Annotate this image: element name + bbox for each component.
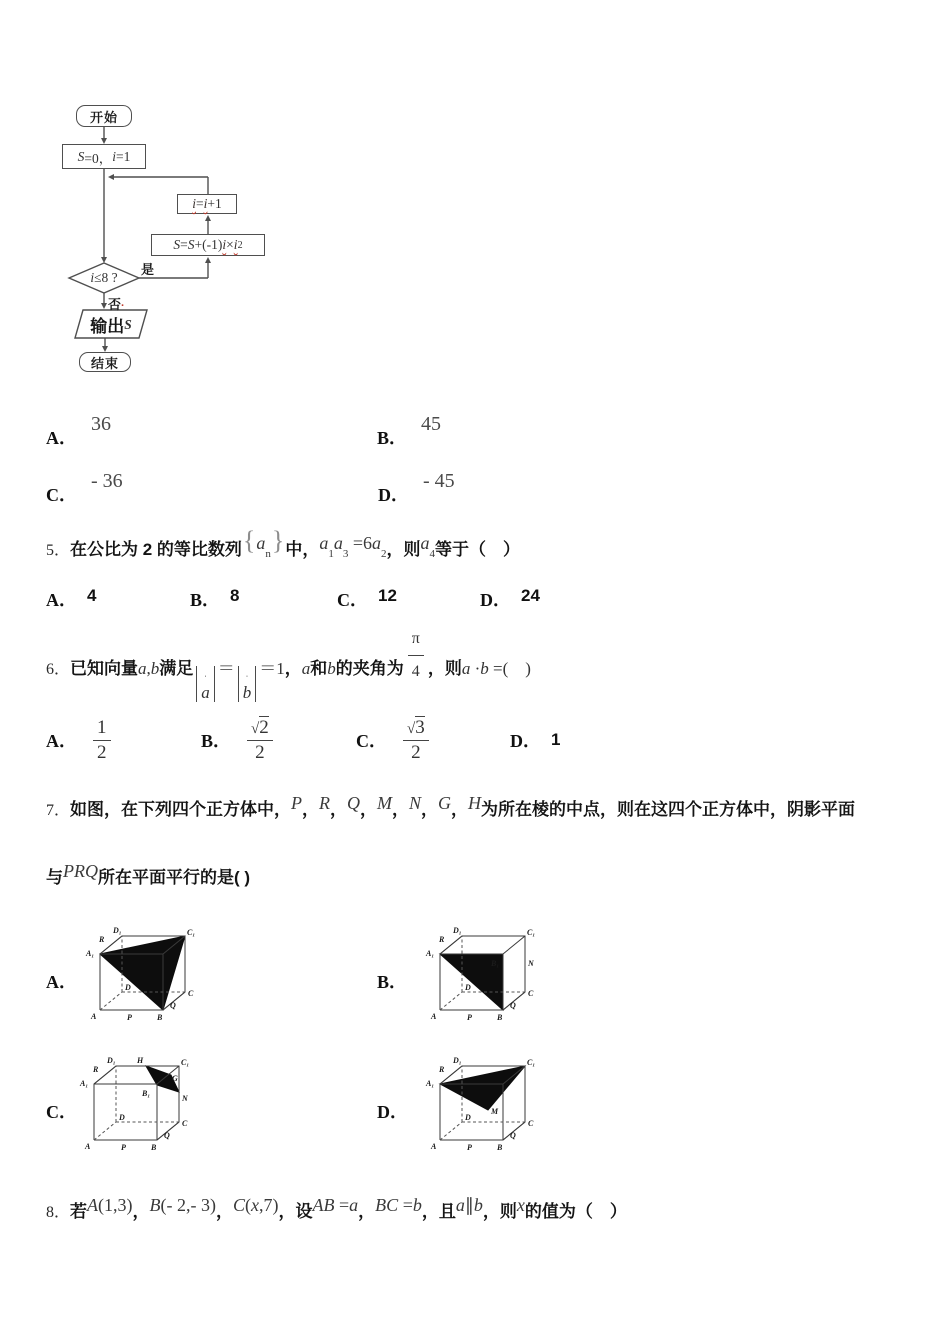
option-letter: B．: [377, 972, 408, 992]
vertex-label: B₁: [142, 1089, 151, 1098]
vertex-label: R: [439, 935, 445, 944]
red-dot-mark: ·: [121, 300, 125, 312]
vertex-label: D₁: [113, 926, 122, 935]
vertex-label: M: [491, 1107, 499, 1116]
vertex-label: C₁: [527, 928, 536, 937]
option-value: 4: [87, 586, 97, 605]
vertex-label: D₁: [453, 926, 462, 935]
q6-option-d: [510, 712, 560, 768]
option-letter: B．: [377, 428, 408, 448]
q6-option-b: [201, 712, 277, 768]
option-value: - 45: [423, 470, 455, 492]
option-letter: B．: [201, 731, 232, 751]
option-letter: D．: [378, 485, 409, 505]
vertex-label: D: [465, 983, 471, 992]
vertex-label: R: [439, 1065, 445, 1074]
q5-option-c: [337, 586, 397, 612]
q7-option-a-label: [46, 968, 77, 994]
vertex-label: N: [528, 959, 534, 968]
vertex-label: C: [182, 1119, 188, 1128]
vertex-label: B: [157, 1013, 163, 1022]
cube-figure-a: [84, 924, 206, 1022]
option-letter: C．: [46, 485, 77, 505]
vertex-label: Q: [164, 1131, 170, 1140]
q7-option-d-label: [377, 1098, 408, 1124]
algorithm-flowchart: [58, 100, 273, 378]
q5-option-d: [480, 586, 540, 612]
vertex-label: G: [172, 1074, 178, 1083]
vertex-label: Q: [170, 1001, 176, 1010]
option-letter: A．: [46, 731, 77, 751]
flowchart-yes-label: 是: [141, 262, 155, 277]
flowchart-end-node: 结束: [79, 352, 131, 372]
vertex-label: A: [91, 1012, 97, 1021]
cube-figure-d: [424, 1054, 546, 1152]
vertex-label: P: [127, 1013, 132, 1022]
option-value: 12: [378, 586, 397, 605]
q4-option-d: [378, 470, 455, 507]
vertex-label: C₁: [187, 928, 196, 937]
vertex-label: D₁: [453, 1056, 462, 1065]
option-value: 45: [421, 413, 442, 435]
option-letter: D．: [377, 1102, 408, 1122]
option-value: 1: [551, 730, 561, 749]
option-value: 36: [91, 413, 111, 435]
vertex-label: B: [151, 1143, 157, 1152]
flowchart-condition-text: i ≤8 ?: [90, 270, 118, 285]
flowchart-increment-node: i = i +1: [177, 194, 237, 214]
flowchart-no-label: 否·: [108, 297, 125, 312]
option-letter: A．: [46, 590, 77, 610]
vertex-label: A₁: [426, 949, 435, 958]
q5-option-a: [46, 586, 96, 612]
q5-question-text: 5．在公比为 2 的等比数列{an}中，a1a3 =6a2，则a4等于（ ）: [46, 526, 521, 560]
q6-question-text: 6．已知向量a,b满足 ˈ a ＝ ˈ b ＝1，a和b的夹角为 $\frac{\pi}{4}$ ，则a ·b =( ): [46, 632, 926, 702]
option-value: 8: [230, 586, 240, 605]
vertex-label: A: [85, 1142, 91, 1151]
flowchart-accumulate-node: S = S +(-1) i × i 2: [151, 234, 265, 256]
vertex-label: C₁: [181, 1058, 190, 1067]
vertex-label: C: [528, 989, 534, 998]
q5-option-b: [190, 586, 239, 612]
vertex-label: A₁: [80, 1079, 89, 1088]
cube-figure-b: [424, 924, 546, 1022]
vertex-label: B: [497, 1143, 503, 1152]
fraction-value: $\frac{1}{2}$: [93, 717, 111, 764]
vertex-label: H: [137, 1056, 144, 1065]
option-value: 24: [521, 586, 540, 605]
vertex-label: C₁: [527, 1058, 536, 1067]
q4-option-c: [46, 470, 123, 507]
vertex-label: C: [188, 989, 194, 998]
vertex-label: B₁: [491, 959, 500, 968]
fraction-value: $\frac{√3}{2}$: [403, 717, 429, 764]
flowchart-init-node: S =0， i =1: [62, 144, 146, 169]
vertex-label: D: [119, 1113, 125, 1122]
cube-figure-c: [78, 1054, 200, 1152]
shaded-plane: [100, 936, 185, 1010]
vertex-label: N: [182, 1094, 188, 1103]
flowchart-output-node: 输出 S: [90, 316, 132, 336]
vertex-label: A: [431, 1012, 437, 1021]
vertex-label: P: [467, 1013, 472, 1022]
vertex-label: C: [528, 1119, 534, 1128]
q4-option-a: [46, 413, 111, 450]
q6-option-a: [46, 712, 115, 768]
option-value: - 36: [91, 470, 123, 492]
vertex-label: R: [93, 1065, 99, 1074]
vertex-label: B: [497, 1013, 503, 1022]
option-letter: C．: [356, 731, 387, 751]
q7-question-text-line2: 与PRQ所在平面平行的是( ): [46, 861, 251, 887]
option-letter: D．: [480, 590, 511, 610]
vertex-label: A₁: [426, 1079, 435, 1088]
vertex-label: A₁: [86, 949, 95, 958]
vertex-label: D₁: [107, 1056, 116, 1065]
vertex-label: R: [99, 935, 105, 944]
vertex-label: D: [125, 983, 131, 992]
vertex-label: Q: [510, 1131, 516, 1140]
option-letter: C．: [337, 590, 368, 610]
q6-option-c: [356, 712, 433, 768]
option-letter: A．: [46, 972, 77, 992]
option-letter: D．: [510, 731, 541, 751]
fraction-value: $\frac{√2}{2}$: [247, 717, 273, 764]
vertex-label: P: [467, 1143, 472, 1152]
option-letter: A．: [46, 428, 77, 448]
q4-option-b: [377, 413, 442, 450]
vertex-label: P: [121, 1143, 126, 1152]
q7-question-text-line1: 7．如图，在下列四个正方体中，P，R，Q，M，N，G，H为所在棱的中点，则在这四个正方体中，阴影平面: [46, 793, 856, 819]
option-letter: B．: [190, 590, 221, 610]
vertex-label: D: [465, 1113, 471, 1122]
q8-question-text: 8．若A(1,3)，B(- 2,- 3)，C(x,7)，设AB =a，BC =b，且a∥b，则x的值为（ ）: [46, 1195, 627, 1221]
vertex-label: A: [431, 1142, 437, 1151]
q7-option-b-label: [377, 968, 407, 994]
q7-option-c-label: [46, 1098, 77, 1124]
vertex-label: Q: [510, 1001, 516, 1010]
shaded-plane: [440, 1066, 525, 1110]
flowchart-start-node: 开始: [76, 105, 132, 127]
option-letter: C．: [46, 1102, 77, 1122]
